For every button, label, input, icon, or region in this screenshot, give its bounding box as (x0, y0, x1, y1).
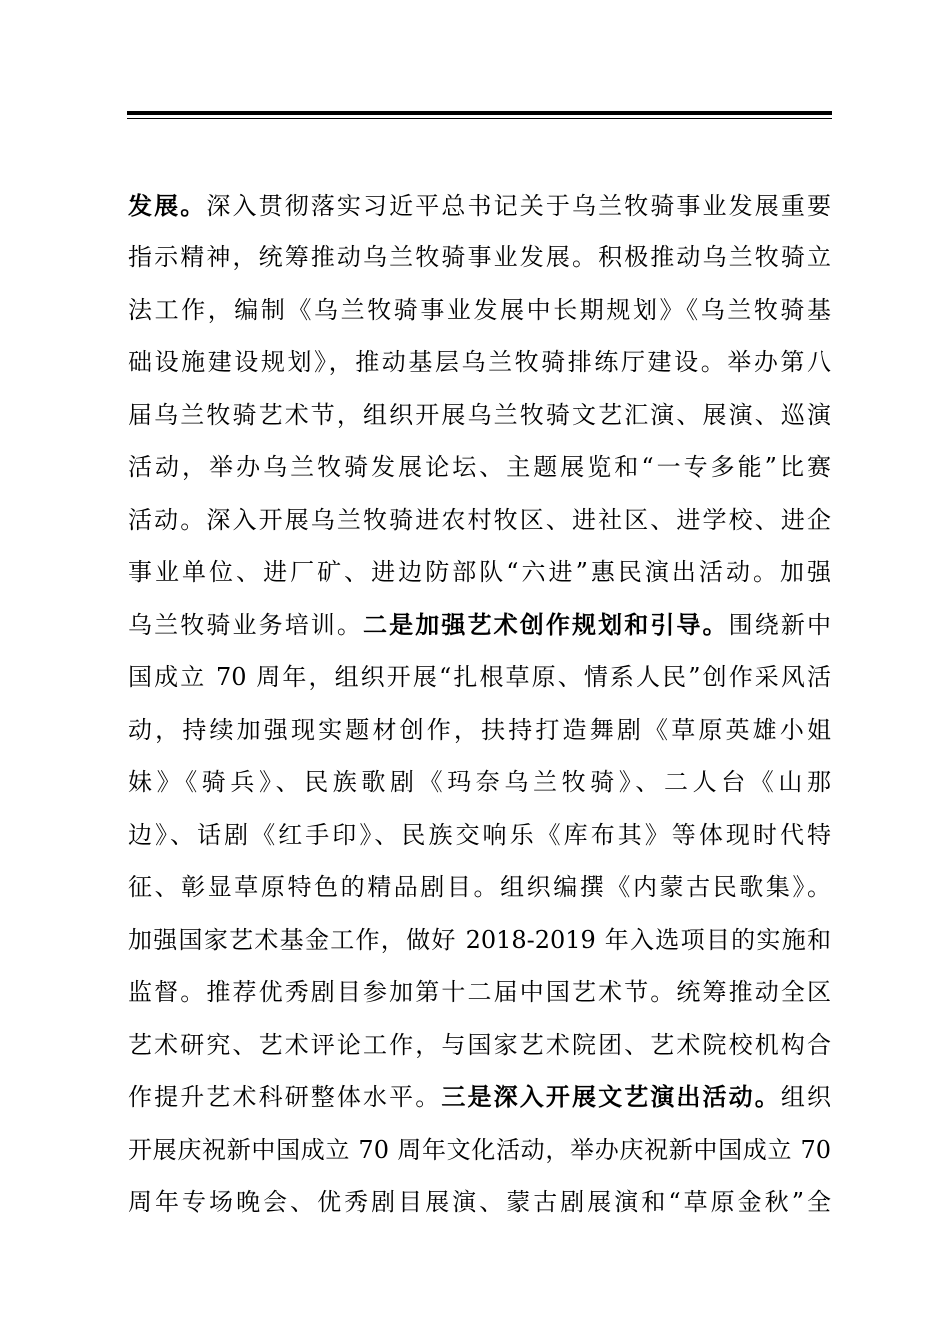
text-line (128, 599, 831, 652)
text-line (128, 181, 831, 231)
text-line (128, 1071, 831, 1124)
text-line (128, 966, 831, 1019)
body-text-segment: 艺术研究、艺术评论工作，与国家艺术院团、艺术院校机构合 (128, 1030, 831, 1059)
body-text-segment: 监督。推荐优秀剧目参加第十二届中国艺术节。统筹推动全区 (128, 978, 831, 1006)
header-rule-thick (127, 111, 832, 115)
body-text-segment: 妹》《骑兵》、民族歌剧《玛奈乌兰牧骑》、二人台《山那 (128, 768, 831, 796)
text-line (128, 704, 831, 757)
body-text-segment: 届乌兰牧骑艺术节，组织开展乌兰牧骑文艺汇演、展演、巡演 (128, 400, 831, 429)
body-text-segment: 组织 (780, 1083, 832, 1111)
body-paragraph (128, 181, 831, 1229)
bold-heading-text: 三是深入开展文艺演出活动。 (441, 1082, 781, 1111)
body-text-segment: 动，持续加强现实题材创作，扶持打造舞剧《草原英雄小姐 (128, 715, 831, 744)
text-line (128, 1019, 831, 1072)
body-text-segment: 深入贯彻落实习近平总书记关于乌兰牧骑事业发展重要 (206, 192, 832, 220)
text-line (128, 809, 831, 862)
text-line (128, 284, 831, 337)
body-text-segment: 国成立 70 周年，组织开展“扎根草原、情系人民”创作采风活 (128, 663, 831, 691)
body-text-segment: 活动。深入开展乌兰牧骑进农村牧区、进社区、进学校、进企 (128, 505, 831, 534)
body-text-segment: 边》、话剧《红手印》、民族交响乐《库布其》等体现时代特 (128, 820, 831, 849)
body-text-segment: 乌兰牧骑业务培训。 (128, 610, 364, 639)
body-text-segment: 围绕新中 (728, 610, 832, 639)
body-text-segment: 开展庆祝新中国成立 70 周年文化活动，举办庆祝新中国成立 70 (128, 1135, 831, 1164)
header-rule-thin (127, 118, 832, 119)
bold-heading-text: 二是加强艺术创作规划和引导。 (363, 609, 729, 639)
body-text-segment: 周年专场晚会、优秀剧目展演、蒙古剧展演和“草原金秋”全 (128, 1188, 831, 1216)
body-text-segment: 活动，举办乌兰牧骑发展论坛、主题展览和“一专多能”比赛 (128, 453, 831, 481)
text-line (128, 1124, 831, 1177)
text-line (128, 336, 831, 389)
bold-heading-text: 发展。 (128, 191, 207, 220)
text-line (128, 756, 831, 809)
text-line (128, 389, 831, 442)
text-line (128, 651, 831, 704)
text-line (128, 494, 831, 547)
body-text-segment: 法工作，编制《乌兰牧骑事业发展中长期规划》《乌兰牧骑基 (128, 295, 831, 324)
text-line (128, 861, 831, 914)
body-text-segment: 征、彰显草原特色的精品剧目。组织编撰《内蒙古民歌集》。 (128, 873, 831, 901)
text-line (128, 546, 831, 599)
text-line (128, 1176, 831, 1229)
body-text-segment: 指示精神，统筹推动乌兰牧骑事业发展。积极推动乌兰牧骑立 (128, 243, 831, 271)
body-text-segment: 础设施建设规划》，推动基层乌兰牧骑排练厅建设。举办第八 (128, 348, 831, 376)
body-text-segment: 作提升艺术科研整体水平。 (128, 1083, 442, 1111)
text-line (128, 914, 831, 967)
text-line (128, 231, 831, 284)
text-line (128, 441, 831, 494)
body-text-segment: 事业单位、进厂矿、进边防部队“六进”惠民演出活动。加强 (128, 558, 831, 586)
body-text-segment: 加强国家艺术基金工作，做好 2018-2019 年入选项目的实施和 (128, 925, 831, 954)
